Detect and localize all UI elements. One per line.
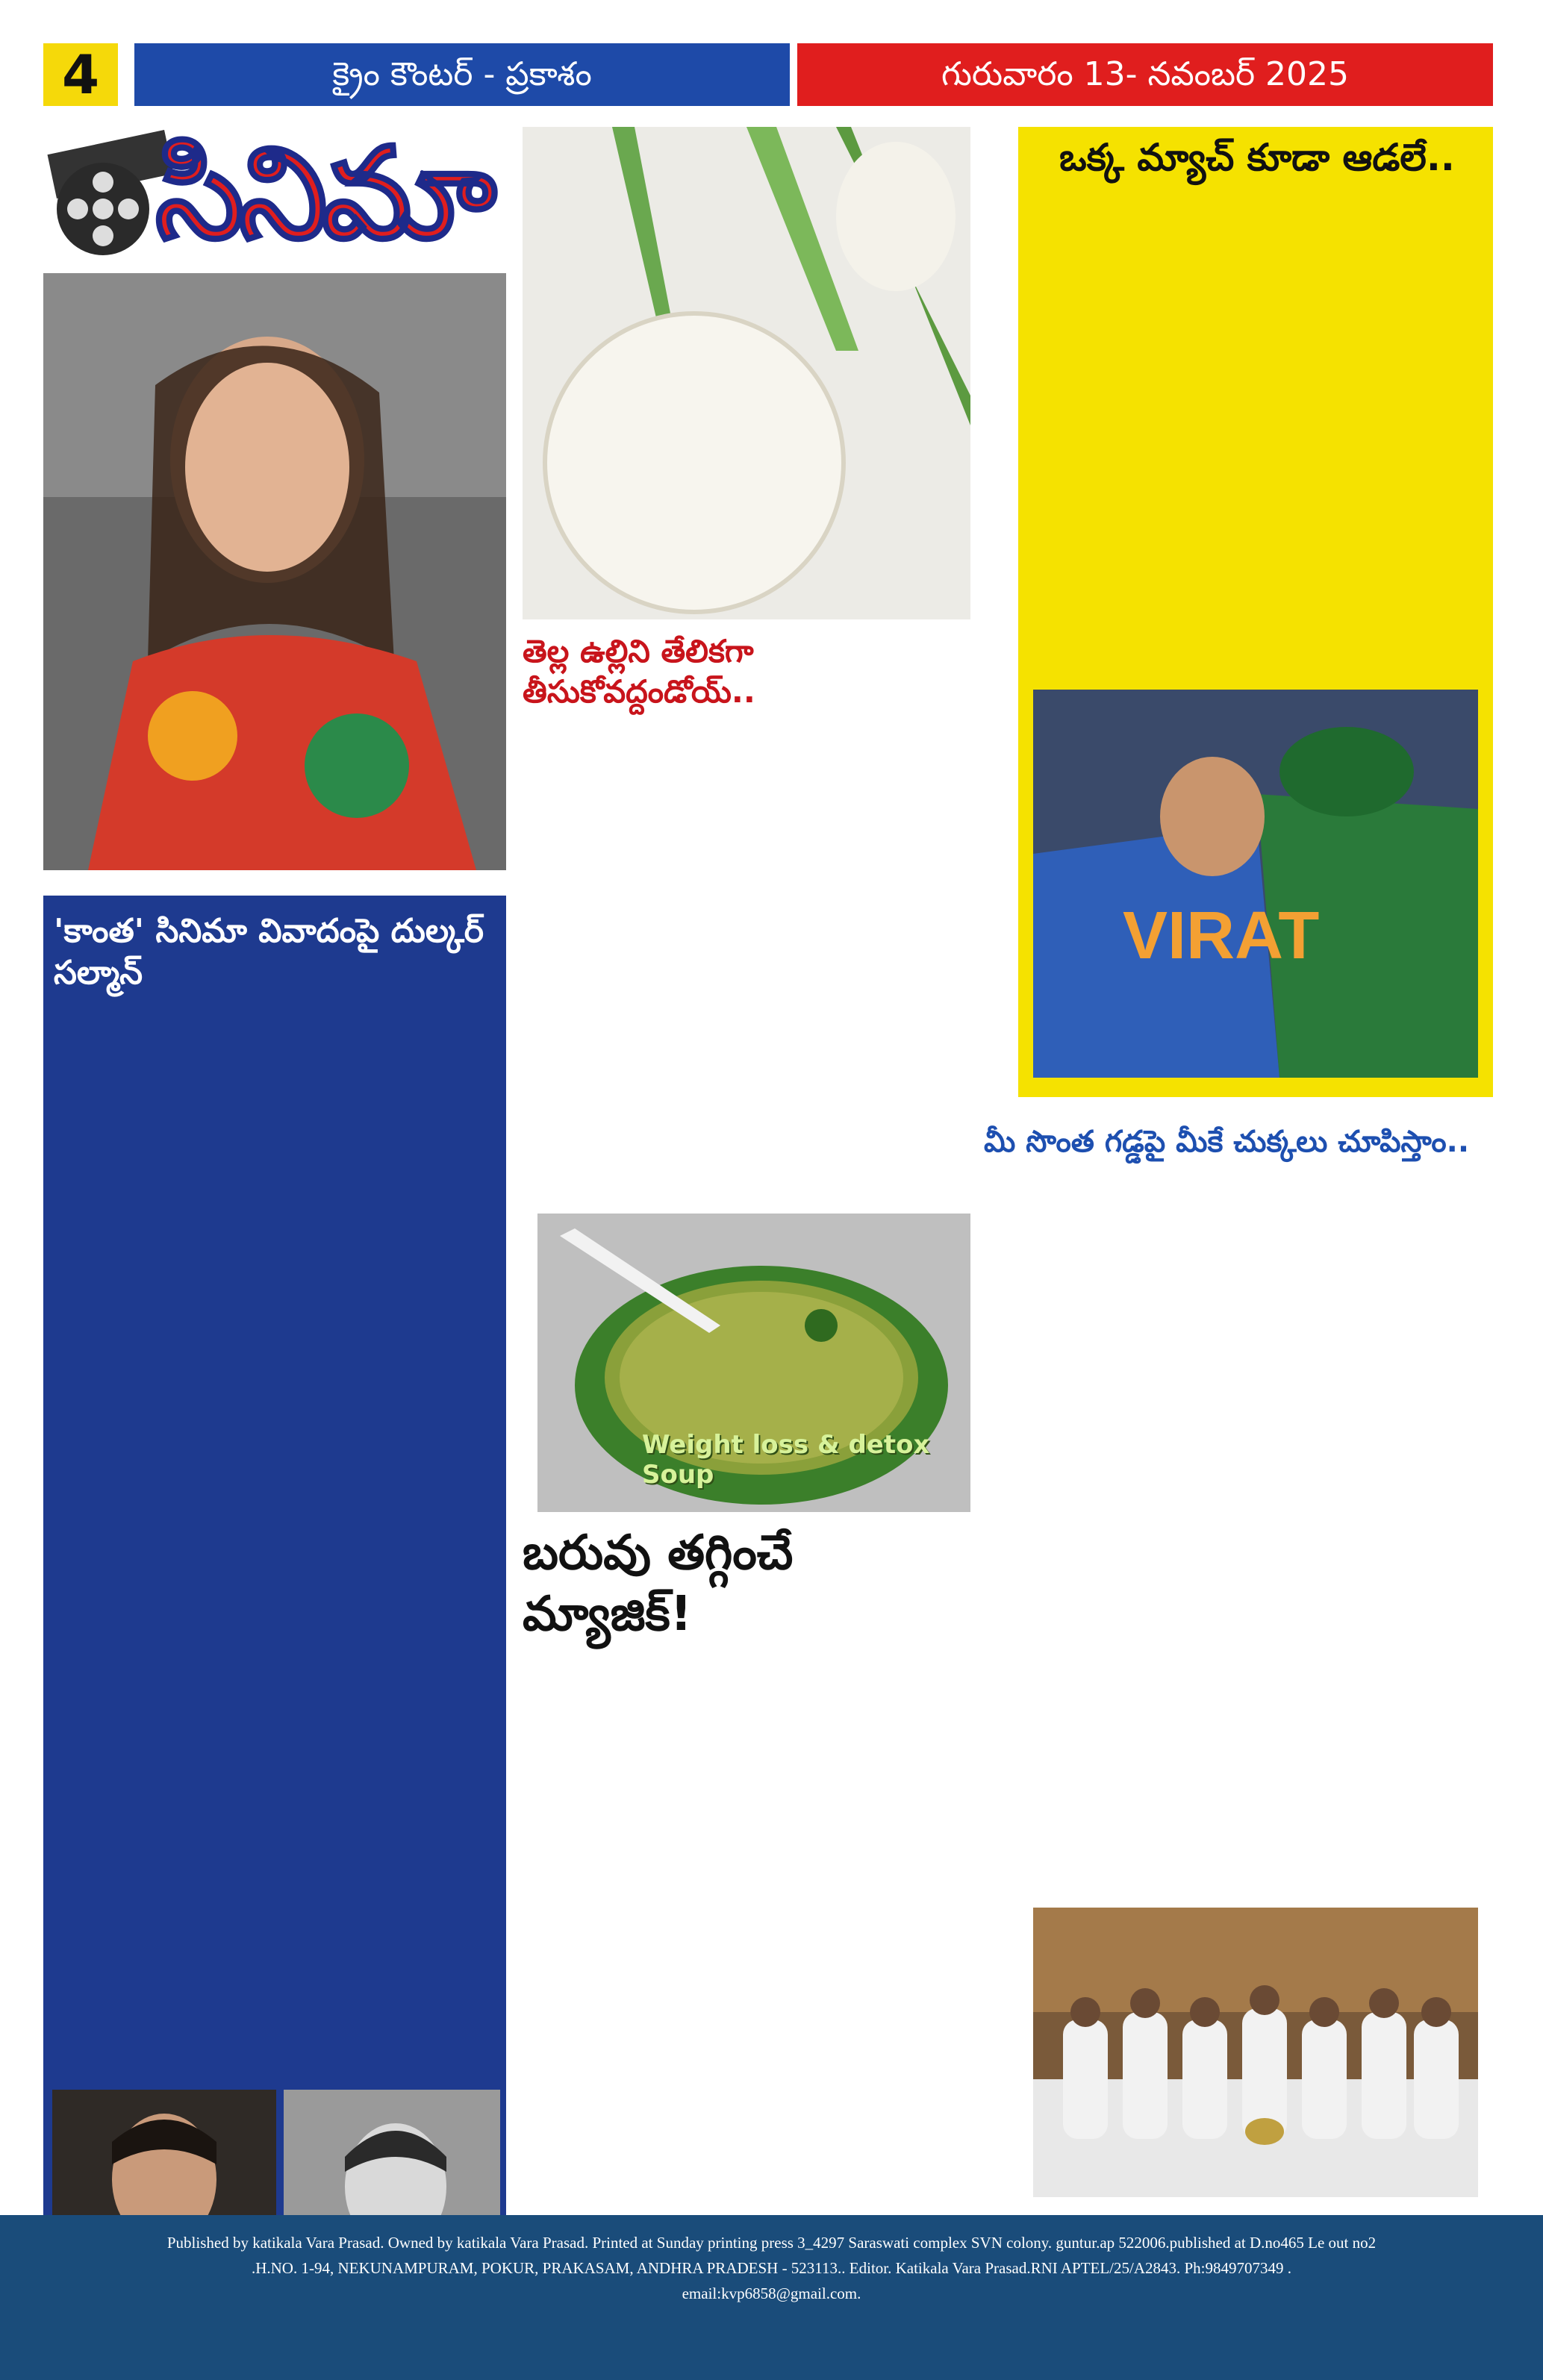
footer-line-2: .H.NO. 1-94, NEKUNAMPURAM, POKUR, PRAKASAM, ANDHRA PRADESH - 523113.. Editor. Katikala Vara Prasad.RNI APTEL/25/A2843. Ph:9849707349 . [251, 2259, 1292, 2277]
onion-article-body [523, 679, 970, 1202]
dulquer-headline: 'కాంత' సినిమా వివాదంపై దుల్కర్ సల్మాన్ [54, 912, 484, 992]
cinema-section-logo [43, 120, 506, 268]
page-number: 4 [43, 43, 118, 106]
cinema-logo-text: సినిమా [155, 120, 491, 268]
footer-line-1: Published by katikala Vara Prasad. Owned by katikala Vara Prasad. Printed at Sunday printing press 3_4297 Saraswati complex SVN colony. guntur.ap 522006.published at D.no465 Le out no2 [166, 2234, 1377, 2252]
south-africa-team-photo [1033, 1908, 1478, 2197]
footer-email: email:kvp6858@gmail.com. [682, 2284, 861, 2302]
cricket-headline: ఒక్క మ్యాచ్ కూడా ఆడలే.. [1059, 136, 1455, 179]
detox-soup-photo [537, 1214, 970, 1512]
weight-loss-headline: బరువు తగ్గించే మ్యాజిక్! [523, 1525, 794, 1642]
spin-headline: మీ సొంత గడ్డపై మీకే చుక్కలు చూపిస్తాం.. [984, 1125, 1470, 1159]
publisher-footer [0, 2215, 1543, 2380]
onion-headline: తెల్ల ఉల్లిని తేలికగా తీసుకోవద్దండోయ్.. [523, 633, 755, 710]
edition-title: క్రైం కౌంటర్ - ప్రకాశం [134, 43, 790, 106]
soup-photo-caption: Weight loss & detox Soup [642, 1430, 930, 1490]
dulquer-article-body [54, 1000, 496, 2060]
cricket-article-body [1030, 188, 1481, 651]
issue-date: గురువారం 13- నవంబర్ 2025 [797, 43, 1493, 106]
spin-article-body [1023, 1169, 1493, 1893]
weight-loss-article-body [523, 1594, 978, 2266]
white-onion-photo [523, 127, 970, 619]
jersey-name-text: VIRAT [1123, 899, 1320, 973]
virat-babar-photo [1033, 690, 1478, 1078]
actress-photo [43, 273, 506, 870]
